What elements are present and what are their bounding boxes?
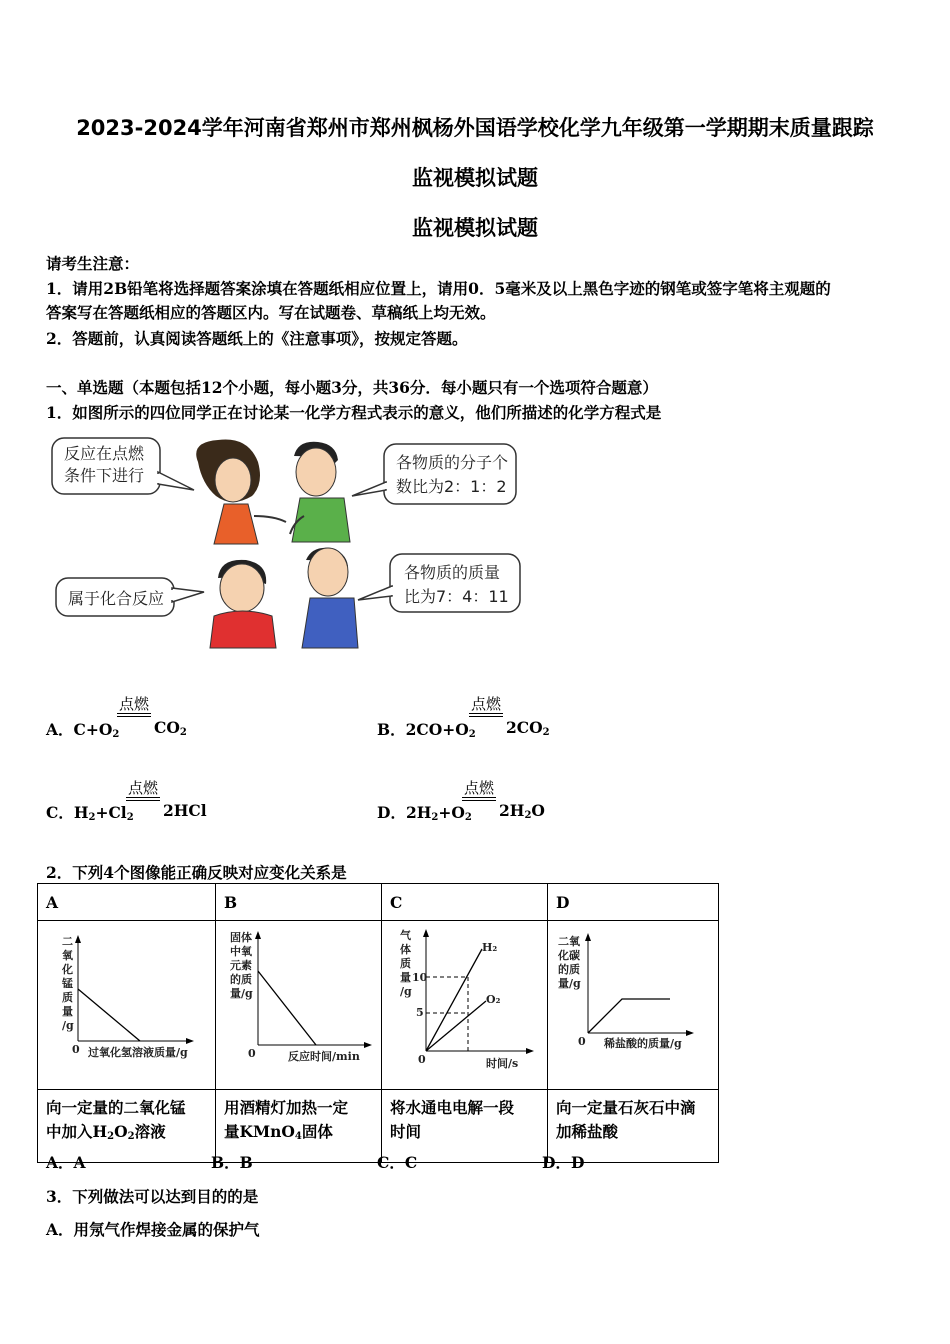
svg-text:H₂: H₂ [482,941,498,954]
svg-text:质: 质 [400,957,411,970]
graph-c [382,921,539,1085]
q2-option-b[interactable]: B．B [211,1153,253,1172]
svg-text:/g: /g [400,985,412,998]
svg-text:10: 10 [412,971,428,984]
table-header-b: B [216,884,382,921]
notice-item-1a: 1．请用2B铅笔将选择题答案涂填在答题纸相应位置上，请用0．5毫米及以上黑色字迹的钢笔或签字笔将主观题的 [46,279,831,298]
section-heading: 一、单选题（本题包括12个小题，每小题3分，共36分．每小题只有一个选项符合题意） [46,378,658,397]
bubble-2-line-1: 各物质的分子个 [396,453,509,472]
graph-cell-b [216,921,382,1090]
speech-bubble-3 [56,578,204,616]
table-header-d: D [548,884,719,921]
boy-figure-1 [290,442,350,542]
graph-cell-c [382,921,548,1090]
option-label: D． [377,803,406,822]
bubble-1-line-2: 条件下进行 [64,466,145,485]
svg-text:量/g: 量/g [558,977,581,990]
description-b: 用酒精灯加热一定 量KMnO$_4$固体 [216,1090,382,1163]
svg-text:量: 量 [62,1005,73,1018]
option-label: C． [46,803,74,822]
question-1-stem: 1．如图所示的四位同学正在讨论某一化学方程式表示的意义，他们所描述的化学方程式是 [46,403,662,422]
svg-text:过氧化氢溶液质量/g: 过氧化氢溶液质量/g [88,1046,188,1059]
svg-text:固体: 固体 [230,931,252,944]
boy-figure-2 [210,560,276,648]
svg-text:0: 0 [578,1035,586,1048]
svg-text:反应时间/min: 反应时间/min [288,1050,360,1063]
table-header-a: A [38,884,216,921]
svg-text:的质: 的质 [230,973,252,986]
condition-label: 点燃 [127,779,158,797]
svg-text:时间/s: 时间/s [486,1057,519,1070]
description-a: 向一定量的二氧化锰 中加入$H_2O_2$溶液 [38,1090,216,1163]
svg-text:二氧: 二氧 [558,935,580,948]
girl-figure [196,439,286,544]
option-label: B． [377,720,406,739]
svg-text:量: 量 [400,971,411,984]
svg-text:5: 5 [416,1006,424,1019]
svg-text:化: 化 [62,963,73,976]
description-c: 将水通电电解一段 时间 [382,1090,548,1163]
graph-cell-a [38,921,216,1090]
svg-text:二: 二 [62,935,73,948]
graph-a [38,921,215,1085]
svg-text:的质: 的质 [558,963,580,976]
bubble-1-line-1: 反应在点燃 [64,444,145,463]
graph-b [216,921,373,1085]
graph-cell-d [548,921,719,1090]
question-3-stem: 3．下列做法可以达到目的的是 [46,1187,259,1206]
notice-item-1b: 答案写在答题纸相应的答题区内。写在试题卷、草稿纸上均无效。 [46,303,496,322]
condition-label: 点燃 [118,695,149,713]
description-d: 向一定量石灰石中滴 加稀盐酸 [548,1090,719,1163]
speech-bubble-1 [52,438,194,494]
svg-text:O₂: O₂ [486,993,501,1006]
svg-text:量/g: 量/g [230,987,253,1000]
table-header-c: C [382,884,548,921]
svg-text:质: 质 [62,991,73,1004]
notice-item-2: 2．答题前，认真阅读答题纸上的《注意事项》，按规定答题。 [46,329,468,348]
boy-figure-3 [302,548,358,648]
page-subtitle: 监视模拟试题 [412,166,538,190]
svg-text:稀盐酸的质量/g: 稀盐酸的质量/g [604,1037,682,1050]
question-2-stem: 2．下列4个图像能正确反映对应变化关系是 [46,863,347,882]
bubble-4-line-1: 各物质的质量 [404,563,501,582]
speech-bubble-2 [352,444,516,504]
q2-option-c[interactable]: C．C [377,1153,418,1172]
bubble-4-line-2: 比为7：4：11 [404,587,509,606]
svg-text:中氧: 中氧 [230,945,252,958]
bubble-2-line-2: 数比为2：1：2 [396,477,507,496]
svg-text:元素: 元素 [230,959,252,972]
graph-d [548,921,710,1085]
notice-heading: 请考生注意： [46,254,140,273]
speech-bubble-4 [358,554,520,612]
q1-illustration [48,432,528,652]
question-2-table [37,883,719,1163]
condition-label: 点燃 [470,695,501,713]
svg-text:锰: 锰 [62,977,73,990]
svg-text:氧: 氧 [62,949,73,962]
condition-label: 点燃 [463,779,494,797]
svg-text:0: 0 [418,1053,426,1066]
page-subtitle-repeat: 监视模拟试题 [412,216,538,240]
option-label: A． [46,720,74,739]
svg-text:体: 体 [400,943,411,956]
svg-text:气: 气 [400,929,411,942]
svg-text:/g: /g [62,1019,74,1032]
q2-option-a[interactable]: A．A [46,1153,86,1172]
page-title: 2023-2024学年河南省郑州市郑州枫杨外国语学校化学九年级第一学期期末质量跟踪 [76,116,874,140]
svg-text:化碳: 化碳 [558,949,580,962]
q3-option-a[interactable]: A．用氖气作焊接金属的保护气 [46,1220,260,1239]
svg-text:0: 0 [248,1047,256,1060]
bubble-3-text: 属于化合反应 [68,589,165,608]
svg-text:0: 0 [72,1043,80,1056]
q2-option-d[interactable]: D．D [542,1153,585,1172]
